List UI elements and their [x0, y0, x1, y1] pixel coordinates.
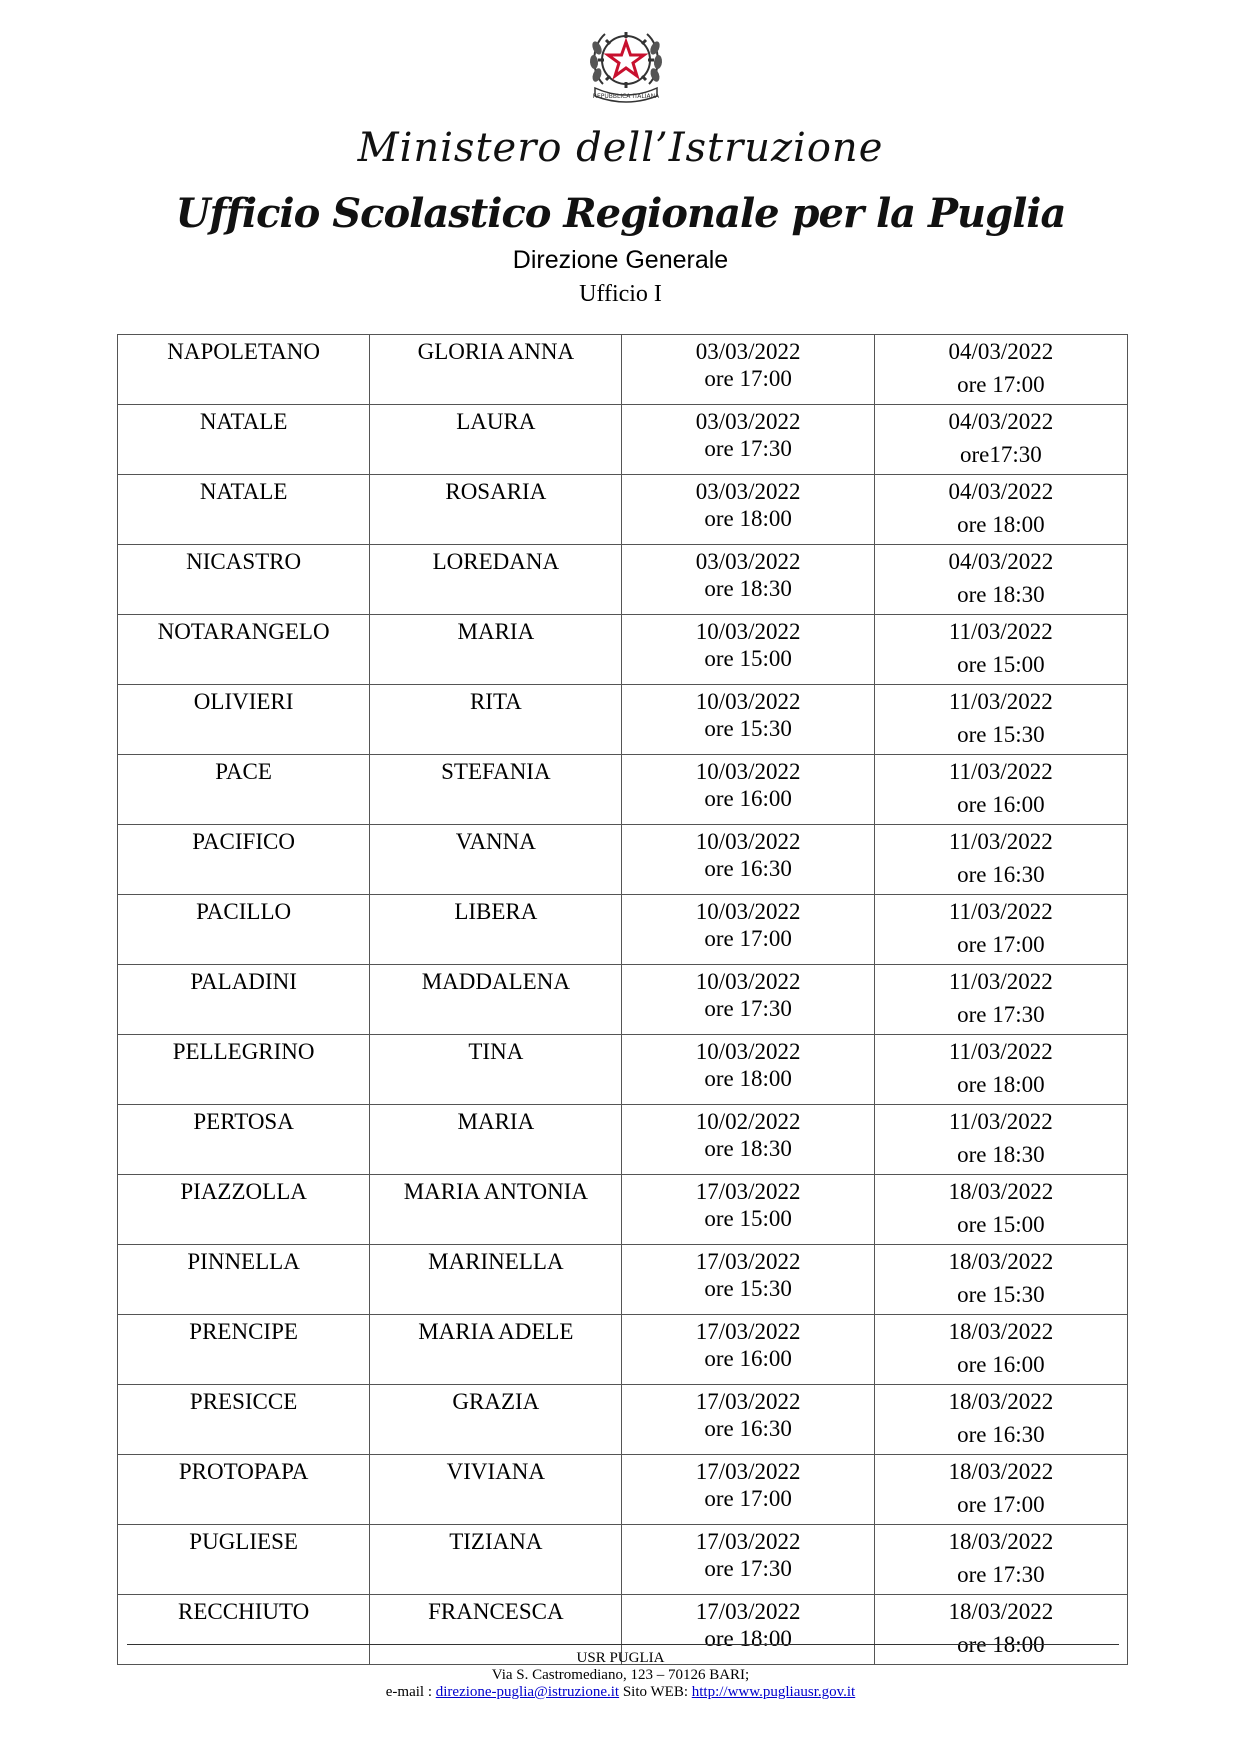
second-date-cell-text: 18/03/2022: [948, 1529, 1054, 1554]
first-date-cell-text: ore 16:00: [704, 1346, 792, 1371]
second-date-cell-text: ore 18:00: [957, 512, 1045, 537]
first-date-cell: [622, 685, 874, 755]
first-date-cell: [622, 825, 874, 895]
second-date-cell-text: ore 15:00: [957, 652, 1045, 677]
first-date-cell: [622, 1525, 874, 1595]
surname-cell: [118, 755, 370, 825]
first-date-cell-text: 03/03/2022: [695, 409, 801, 434]
second-date-cell-text: 18/03/2022: [948, 1249, 1054, 1274]
first-date-cell-text: ore 18:30: [704, 576, 792, 601]
first-date-cell: [622, 1105, 874, 1175]
name-cell-text: TINA: [468, 1039, 524, 1064]
second-date-cell: [874, 1105, 1127, 1175]
second-date-cell: [874, 1385, 1127, 1455]
table-row: [118, 685, 1128, 755]
second-date-cell-text: ore 17:00: [957, 932, 1045, 957]
direzione-title: Direzione Generale: [512, 246, 729, 274]
table-row: [118, 405, 1128, 475]
second-date-cell: [874, 475, 1127, 545]
name-cell: [370, 1175, 622, 1245]
surname-cell: [118, 965, 370, 1035]
second-date-cell-text: ore 15:00: [957, 1212, 1045, 1237]
second-date-cell-text: ore 17:00: [957, 1492, 1045, 1517]
first-date-cell-text: 10/02/2022: [695, 1109, 801, 1134]
surname-cell-text: PROTOPAPA: [178, 1459, 309, 1484]
name-cell: [370, 1105, 622, 1175]
emblem-ribbon-text: REPUBBLICA ITALIANA: [592, 93, 660, 100]
first-date-cell: [622, 1385, 874, 1455]
first-date-cell: [622, 475, 874, 545]
second-date-cell-text: 04/03/2022: [948, 479, 1054, 504]
first-date-cell-text: ore 17:30: [704, 1556, 792, 1581]
second-date-cell: [874, 545, 1127, 615]
name-cell-text: GRAZIA: [452, 1389, 540, 1414]
second-date-cell: [874, 615, 1127, 685]
surname-cell-text: RECCHIUTO: [178, 1599, 310, 1624]
first-date-cell-text: ore 15:00: [704, 1206, 792, 1231]
second-date-cell-text: 18/03/2022: [948, 1459, 1054, 1484]
second-date-cell-text: 18/03/2022: [948, 1389, 1054, 1414]
surname-cell: [118, 825, 370, 895]
second-date-cell-text: 11/03/2022: [948, 759, 1053, 784]
first-date-cell-text: 03/03/2022: [695, 549, 801, 574]
name-cell-text: MARINELLA: [428, 1249, 564, 1274]
first-date-cell: [622, 1175, 874, 1245]
name-cell-text: LAURA: [456, 409, 536, 434]
second-date-cell: [874, 335, 1127, 405]
first-date-cell-text: 03/03/2022: [695, 479, 801, 504]
first-date-cell-text: ore 17:30: [704, 436, 792, 461]
first-date-cell-text: ore 16:30: [704, 856, 792, 881]
second-date-cell-text: ore 17:30: [957, 1562, 1045, 1587]
second-date-cell-text: 11/03/2022: [948, 969, 1053, 994]
surname-cell: [118, 1455, 370, 1525]
first-date-cell: [622, 1035, 874, 1105]
surname-cell-text: PERTOSA: [193, 1109, 294, 1134]
name-cell: [370, 895, 622, 965]
table-row: [118, 965, 1128, 1035]
first-date-cell-text: ore 17:30: [704, 996, 792, 1021]
second-date-cell-text: ore 16:30: [957, 1422, 1045, 1447]
second-date-cell-text: 18/03/2022: [948, 1599, 1054, 1624]
table-row: [118, 895, 1128, 965]
surname-cell-text: PALADINI: [190, 969, 297, 994]
second-date-cell: [874, 825, 1127, 895]
first-date-cell-text: ore 16:30: [704, 1416, 792, 1441]
name-cell: [370, 965, 622, 1035]
surname-cell: [118, 475, 370, 545]
first-date-cell: [622, 615, 874, 685]
second-date-cell-text: ore 18:00: [957, 1072, 1045, 1097]
name-cell-text: MARIA: [457, 1109, 535, 1134]
surname-cell-text: PELLEGRINO: [172, 1039, 315, 1064]
first-date-cell-text: 17/03/2022: [695, 1249, 801, 1274]
second-date-cell-text: 11/03/2022: [948, 689, 1053, 714]
surname-cell-text: OLIVIERI: [193, 689, 294, 714]
second-date-cell-text: 18/03/2022: [948, 1319, 1054, 1344]
first-date-cell: [622, 1245, 874, 1315]
first-date-cell: [622, 755, 874, 825]
surname-cell-text: NAPOLETANO: [167, 339, 320, 364]
surname-cell-text: PACIFICO: [192, 829, 295, 854]
first-date-cell-text: ore 15:00: [704, 646, 792, 671]
name-cell: [370, 1035, 622, 1105]
footer-divider: [127, 1644, 1119, 1645]
surname-cell-text: PACILLO: [196, 899, 292, 924]
first-date-cell-text: ore 18:00: [704, 506, 792, 531]
name-cell: [370, 615, 622, 685]
name-cell-text: STEFANIA: [441, 759, 551, 784]
surname-cell: [118, 615, 370, 685]
second-date-cell-text: ore 18:30: [957, 582, 1045, 607]
footer-email-link[interactable]: direzione-puglia@istruzione.it: [435, 1684, 620, 1700]
name-cell-text: MARIA: [457, 619, 535, 644]
surname-cell-text: PIAZZOLLA: [180, 1179, 307, 1204]
second-date-cell: [874, 1315, 1127, 1385]
surname-cell-text: PRESICCE: [189, 1389, 298, 1414]
first-date-cell-text: 17/03/2022: [695, 1529, 801, 1554]
second-date-cell: [874, 1455, 1127, 1525]
surname-cell-text: PRENCIPE: [189, 1319, 298, 1344]
first-date-cell-text: ore 17:00: [704, 926, 792, 951]
surname-cell: [118, 1315, 370, 1385]
table-row: [118, 1385, 1128, 1455]
first-date-cell: [622, 545, 874, 615]
second-date-cell-text: ore 16:00: [957, 1352, 1045, 1377]
table-row: [118, 1245, 1128, 1315]
name-cell: [370, 1455, 622, 1525]
surname-cell-text: NOTARANGELO: [157, 619, 330, 644]
second-date-cell: [874, 1175, 1127, 1245]
surname-cell: [118, 405, 370, 475]
footer-web-link[interactable]: http://www.pugliausr.gov.it: [691, 1684, 856, 1700]
first-date-cell-text: ore 16:00: [704, 786, 792, 811]
first-date-cell: [622, 1315, 874, 1385]
first-date-cell-text: 17/03/2022: [695, 1599, 801, 1624]
first-date-cell-text: 17/03/2022: [695, 1319, 801, 1344]
table-row: [118, 335, 1128, 405]
name-cell-text: LOREDANA: [432, 549, 560, 574]
name-cell: [370, 405, 622, 475]
surname-cell: [118, 895, 370, 965]
first-date-cell-text: 10/03/2022: [695, 969, 801, 994]
second-date-cell: [874, 755, 1127, 825]
footer-org: USR PUGLIA: [576, 1650, 665, 1666]
footer-email-label: e-mail :: [385, 1684, 432, 1700]
surname-cell: [118, 1245, 370, 1315]
first-date-cell-text: ore 18:00: [704, 1066, 792, 1091]
first-date-cell: [622, 895, 874, 965]
table-row: [118, 825, 1128, 895]
first-date-cell-text: 17/03/2022: [695, 1459, 801, 1484]
table-row: [118, 615, 1128, 685]
second-date-cell: [874, 685, 1127, 755]
second-date-cell-text: ore 16:30: [957, 862, 1045, 887]
second-date-cell: [874, 965, 1127, 1035]
name-cell-text: GLORIA ANNA: [417, 339, 575, 364]
second-date-cell: [874, 405, 1127, 475]
name-cell: [370, 335, 622, 405]
footer: [0, 1650, 1241, 1701]
surname-cell-text: PUGLIESE: [189, 1529, 298, 1554]
name-cell-text: TIZIANA: [449, 1529, 543, 1554]
first-date-cell-text: ore 18:00: [704, 1626, 792, 1651]
name-cell-text: MARIA ADELE: [418, 1319, 574, 1344]
second-date-cell-text: ore 17:30: [957, 1002, 1045, 1027]
name-cell: [370, 545, 622, 615]
first-date-cell-text: 03/03/2022: [695, 339, 801, 364]
second-date-cell: [874, 895, 1127, 965]
table-row: [118, 1105, 1128, 1175]
name-cell: [370, 755, 622, 825]
table-row: [118, 1525, 1128, 1595]
second-date-cell-text: 11/03/2022: [948, 829, 1053, 854]
table-row: [118, 475, 1128, 545]
name-cell: [370, 685, 622, 755]
second-date-cell-text: ore17:30: [959, 442, 1042, 467]
name-cell: [370, 825, 622, 895]
surname-cell: [118, 545, 370, 615]
first-date-cell-text: 17/03/2022: [695, 1179, 801, 1204]
second-date-cell-text: 04/03/2022: [948, 339, 1054, 364]
name-cell-text: MADDALENA: [421, 969, 570, 994]
footer-address: Via S. Castromediano, 123 – 70126 BARI;: [491, 1667, 750, 1683]
first-date-cell: [622, 1455, 874, 1525]
first-date-cell: [622, 405, 874, 475]
first-date-cell: [622, 965, 874, 1035]
footer-web-label: Sito WEB:: [622, 1684, 688, 1700]
name-cell: [370, 1245, 622, 1315]
surname-cell-text: NATALE: [199, 409, 288, 434]
surname-cell-text: PINNELLA: [187, 1249, 300, 1274]
second-date-cell-text: 11/03/2022: [948, 1039, 1053, 1064]
ufficio-title: Ufficio I: [579, 281, 662, 307]
surname-cell-text: PACE: [215, 759, 272, 784]
second-date-cell-text: 11/03/2022: [948, 1109, 1053, 1134]
first-date-cell-text: ore 17:00: [704, 366, 792, 391]
first-date-cell-text: 10/03/2022: [695, 619, 801, 644]
name-cell-text: VIVIANA: [446, 1459, 546, 1484]
table-row: [118, 545, 1128, 615]
second-date-cell-text: 11/03/2022: [948, 899, 1053, 924]
surname-cell: [118, 1035, 370, 1105]
surname-cell: [118, 1525, 370, 1595]
second-date-cell-text: 04/03/2022: [948, 549, 1054, 574]
name-cell-text: RITA: [469, 689, 522, 714]
table-row: [118, 1315, 1128, 1385]
name-cell: [370, 1385, 622, 1455]
name-cell-text: LIBERA: [454, 899, 538, 924]
italian-republic-emblem-icon: [585, 22, 667, 106]
second-date-cell-text: 04/03/2022: [948, 409, 1054, 434]
second-date-cell-text: 11/03/2022: [948, 619, 1053, 644]
ministry-title: Ministero dell’Istruzione: [357, 125, 884, 171]
first-date-cell-text: ore 15:30: [704, 716, 792, 741]
name-cell-text: FRANCESCA: [428, 1599, 564, 1624]
second-date-cell-text: ore 18:00: [957, 1632, 1045, 1657]
surname-cell: [118, 1175, 370, 1245]
name-cell: [370, 1315, 622, 1385]
name-cell: [370, 475, 622, 545]
first-date-cell-text: 10/03/2022: [695, 829, 801, 854]
first-date-cell-text: 10/03/2022: [695, 759, 801, 784]
surname-cell-text: NICASTRO: [186, 549, 302, 574]
second-date-cell-text: ore 15:30: [957, 722, 1045, 747]
second-date-cell-text: ore 17:00: [957, 372, 1045, 397]
table-row: [118, 1455, 1128, 1525]
name-cell-text: ROSARIA: [445, 479, 547, 504]
surname-cell: [118, 335, 370, 405]
name-cell: [370, 1525, 622, 1595]
first-date-cell-text: ore 15:30: [704, 1276, 792, 1301]
first-date-cell-text: ore 17:00: [704, 1486, 792, 1511]
name-cell-text: VANNA: [455, 829, 536, 854]
schedule-table: [117, 334, 1128, 1665]
name-cell-text: MARIA ANTONIA: [403, 1179, 588, 1204]
first-date-cell-text: ore 18:30: [704, 1136, 792, 1161]
first-date-cell: [622, 335, 874, 405]
first-date-cell-text: 10/03/2022: [695, 689, 801, 714]
second-date-cell: [874, 1525, 1127, 1595]
first-date-cell-text: 10/03/2022: [695, 1039, 801, 1064]
second-date-cell-text: 18/03/2022: [948, 1179, 1054, 1204]
office-title: Ufficio Scolastico Regionale per la Puglia: [175, 190, 1066, 237]
second-date-cell-text: ore 18:30: [957, 1142, 1045, 1167]
table-row: [118, 755, 1128, 825]
surname-cell: [118, 1385, 370, 1455]
table-row: [118, 1035, 1128, 1105]
surname-cell-text: NATALE: [199, 479, 288, 504]
first-date-cell-text: 17/03/2022: [695, 1389, 801, 1414]
table-row: [118, 1175, 1128, 1245]
second-date-cell: [874, 1035, 1127, 1105]
second-date-cell: [874, 1245, 1127, 1315]
surname-cell: [118, 1105, 370, 1175]
surname-cell: [118, 685, 370, 755]
second-date-cell-text: ore 16:00: [957, 792, 1045, 817]
first-date-cell-text: 10/03/2022: [695, 899, 801, 924]
second-date-cell-text: ore 15:30: [957, 1282, 1045, 1307]
